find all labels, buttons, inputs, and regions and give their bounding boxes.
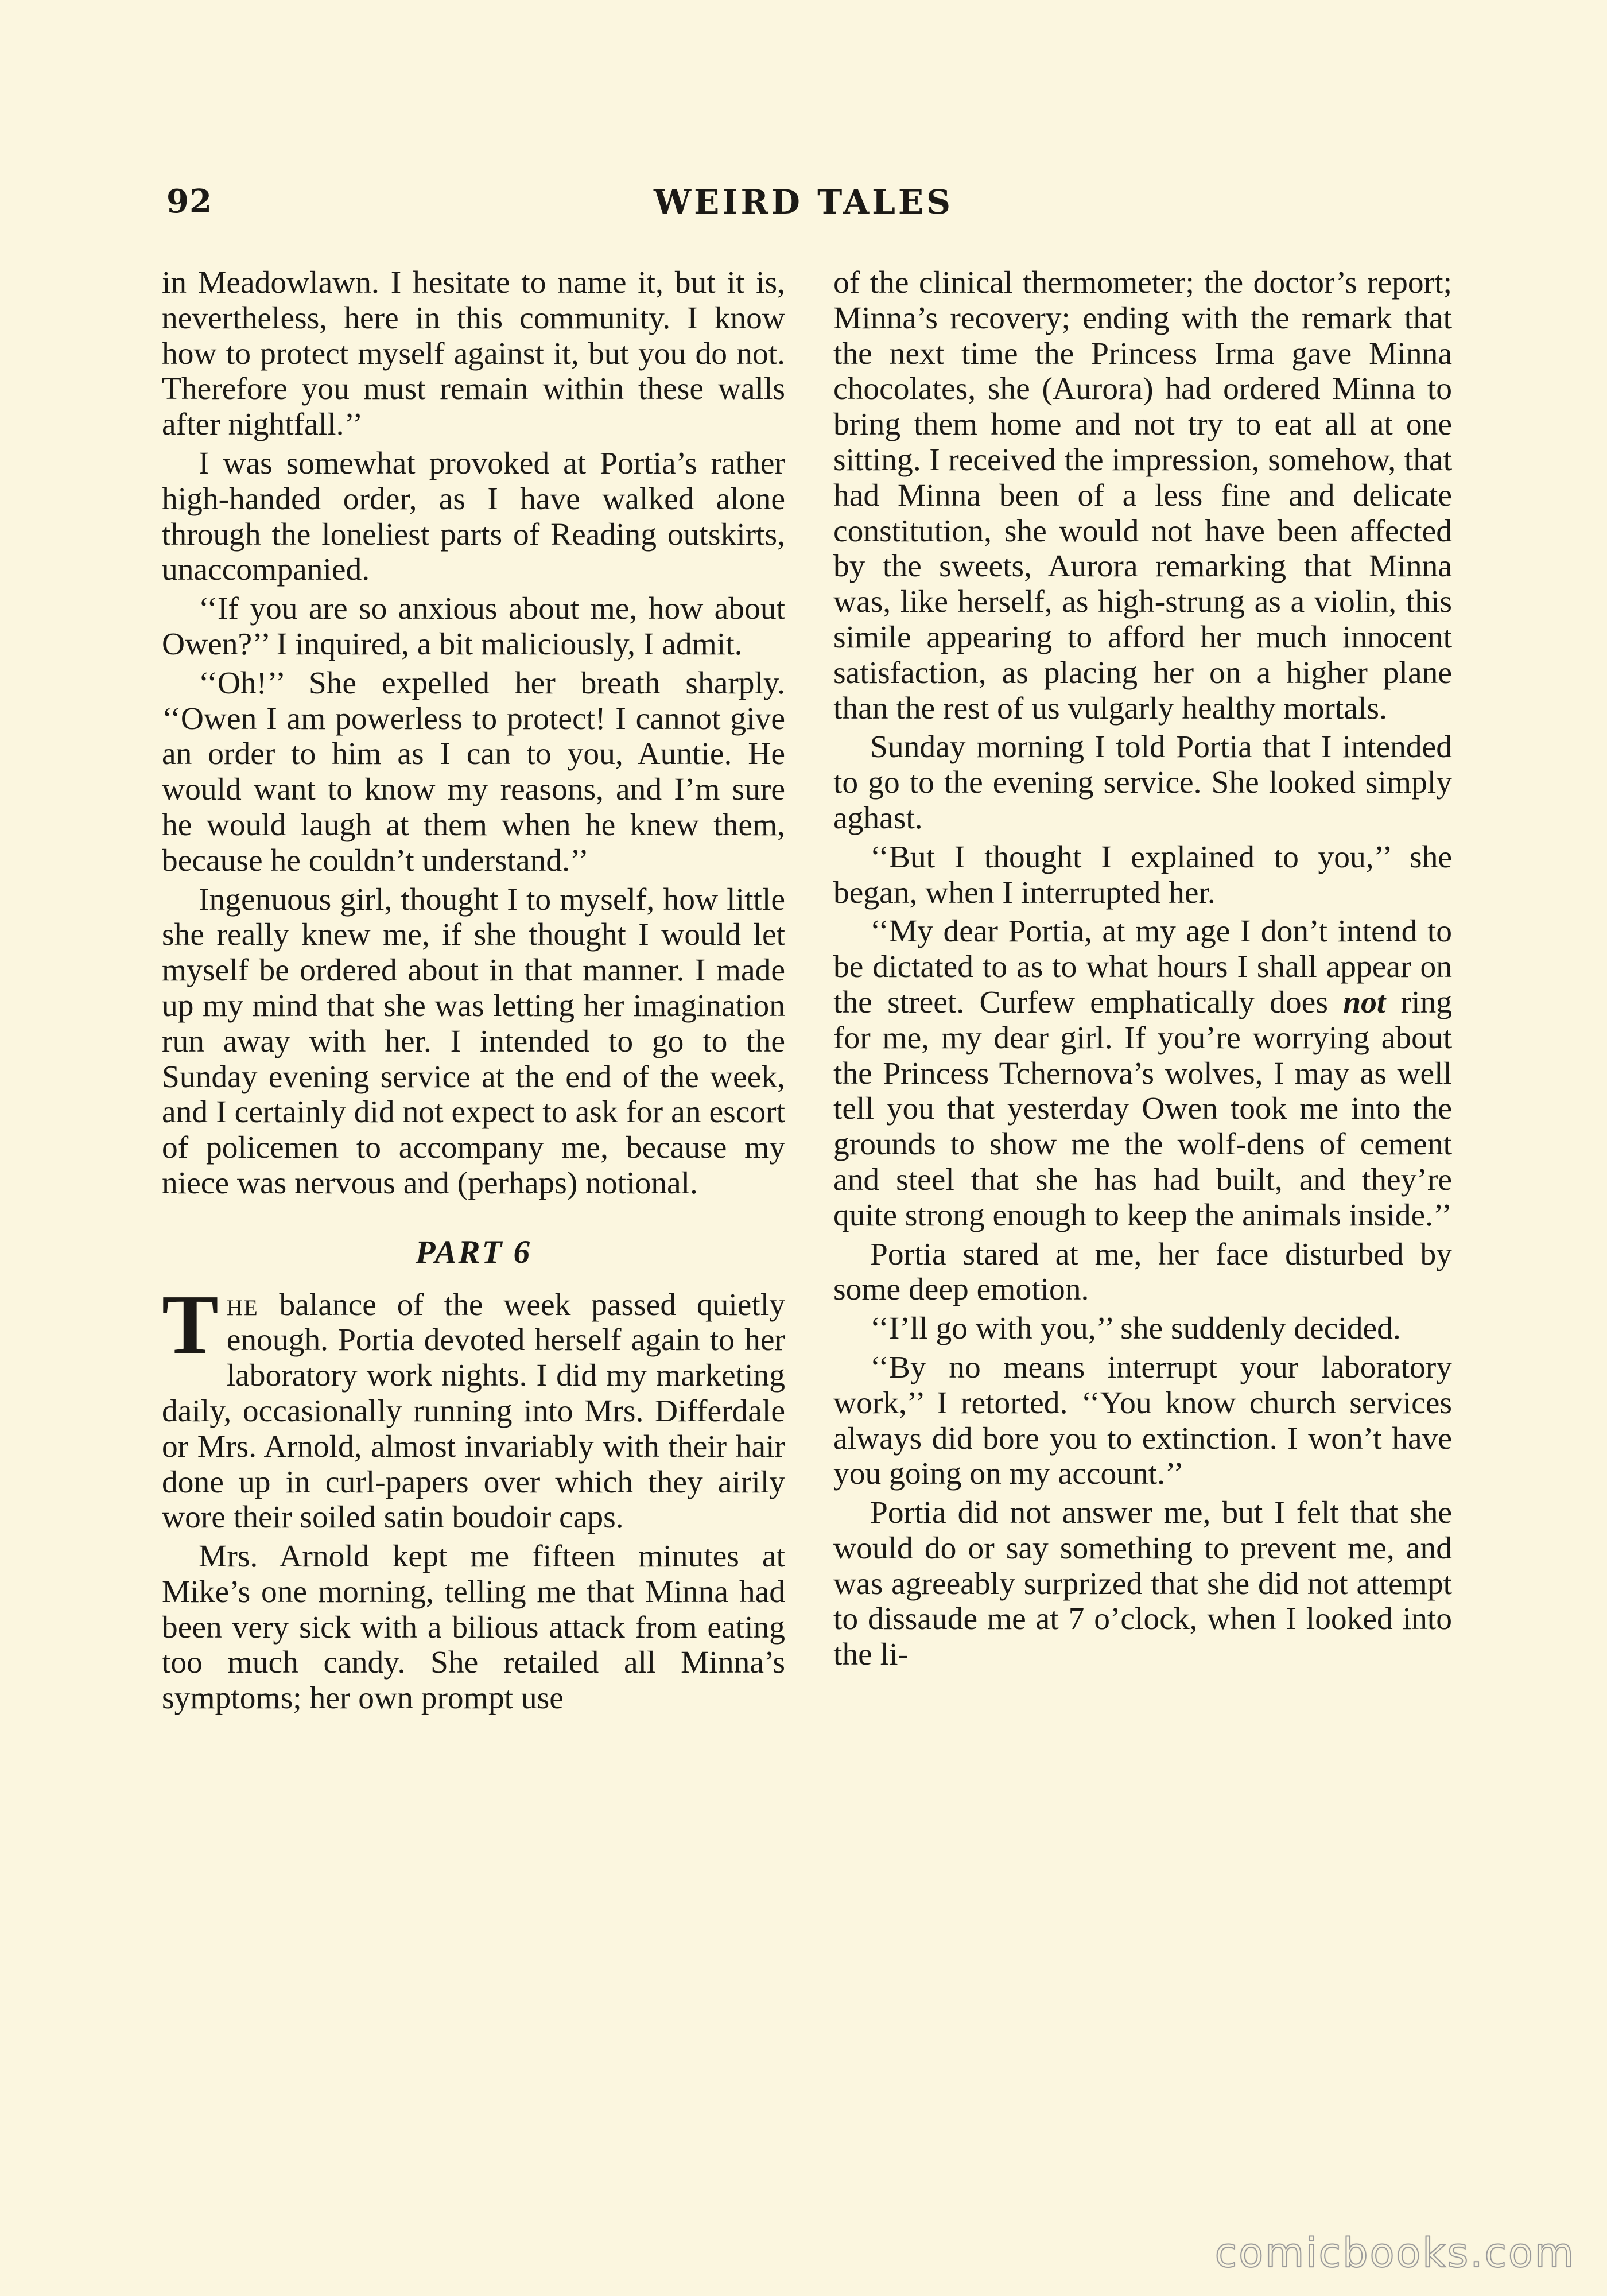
right-column [833, 265, 1452, 1676]
paragraph: of the clinical thermometer; the doctor’s report; Minna’s recovery; ending with the remark that the next time the Princess Irma gave Minna chocolates, she (Aurora) had ordered Minna to bring them home and not try to eat all at one sitting. I received the impression, somehow, that had Minna been of a less fine and delicate constitution, she would not have been affected by the sweets, Aurora remarking that Minna was, like herself, as high-strung as a violin, this simile appearing to afford her much innocent satisfaction, as placing her on a higher plane than the rest of us vulgarly healthy mortals. [833, 265, 1452, 726]
small-caps-lead: he [226, 1287, 259, 1322]
paragraph: ‘‘By no means interrupt your laboratory work,’’ I retorted. ‘‘You know church services always did bore you to extinction. I won’t have you going on my account.’’ [833, 1349, 1452, 1492]
paragraph [833, 914, 1452, 1233]
paragraph: I was somewhat provoked at Portia’s rather high-handed order, as I have walked alone through the loneliest parts of Reading outskirts, unaccompanied. [162, 445, 785, 588]
paragraph-text: balance of the week passed quietly enough. Portia devoted herself again to her laboratory work nights. I did my marketing daily, occasionally running into Mrs. Differdale or Mrs. Arnold, almost invariably with their hair done up in curl-papers over which they airily wore their soiled satin boudoir caps. [162, 1287, 785, 1535]
watermark: comicbooks.com [1214, 2229, 1575, 2276]
paragraph-text: ‘‘My dear Portia, at my age I don’t intend to be dictated to as to what hours I shall appear on the street. Curfew emphatically does [833, 914, 1452, 1020]
paragraph: in Meadowlawn. I hesitate to name it, but it is, nevertheless, here in this community. I know how to protect myself against it, but you do not. Therefore you must remain within these walls after nightfall.’’ [162, 265, 785, 443]
paragraph: ‘‘I’ll go with you,’’ she suddenly decided. [870, 1311, 1401, 1347]
paragraph: ‘‘But I thought I explained to you,’’ she began, when I interrupted her. [833, 839, 1452, 910]
paragraph-text: ring for me, my dear girl. If you’re worrying about the Princess Tchernova’s wolves, I may as well tell you that yesterday Owen took me into the grounds to show me the wolf-dens of cement and steel that she has had built, and they’re quite strong enough to keep the animals inside.’’ [833, 984, 1452, 1233]
drop-cap: T [162, 1277, 219, 1372]
paragraph: Mrs. Arnold kept me fifteen minutes at Mike’s one morning, telling me that Minna had been very sick with a bilious attack from eating too much candy. She retailed all Minna’s symptoms; her own prompt use [162, 1539, 785, 1716]
paragraph: ‘‘If you are so anxious about me, how about Owen?’’ I inquired, a bit maliciously, I admit. [162, 591, 785, 662]
page-number: 92 [166, 183, 212, 220]
paragraph: Portia stared at me, her face disturbed by some deep emotion. [833, 1236, 1452, 1308]
left-column [162, 265, 785, 1720]
paragraph: ‘‘Oh!’’ She expelled her breath sharply. ‘‘Owen I am powerless to protect! I cannot give an order to him as I can to you, Auntie. He would want to know my reasons, and I’m sure he would laugh at them when he knew them, because he couldn’t understand.’’ [162, 665, 785, 878]
paragraph: Portia did not answer me, but I felt that she would do or say something to prevent me, and was agreeably surprized that she did not attempt to dissaude me at 7 o’clock, when I looked into the li- [833, 1495, 1452, 1673]
paragraph: Ingenuous girl, thought I to myself, how little she really knew me, if she thought I would let myself be ordered about in that manner. I made up my mind that she was letting her imagination run away with her. I intended to go to the Sunday evening service at the end of the week, and I certainly did not expect to ask for an escort of policemen to accompany me, because my niece was nervous and (perhaps) notional. [162, 882, 785, 1201]
paragraph: Sunday morning I told Portia that I intended to go to the evening service. She looked simply aghast. [833, 730, 1452, 836]
paragraph-dropcap [162, 1277, 785, 1536]
running-head: WEIRD TALES [653, 183, 954, 222]
part-heading: PART 6 [415, 1234, 532, 1270]
emphasis: not [1343, 984, 1386, 1020]
